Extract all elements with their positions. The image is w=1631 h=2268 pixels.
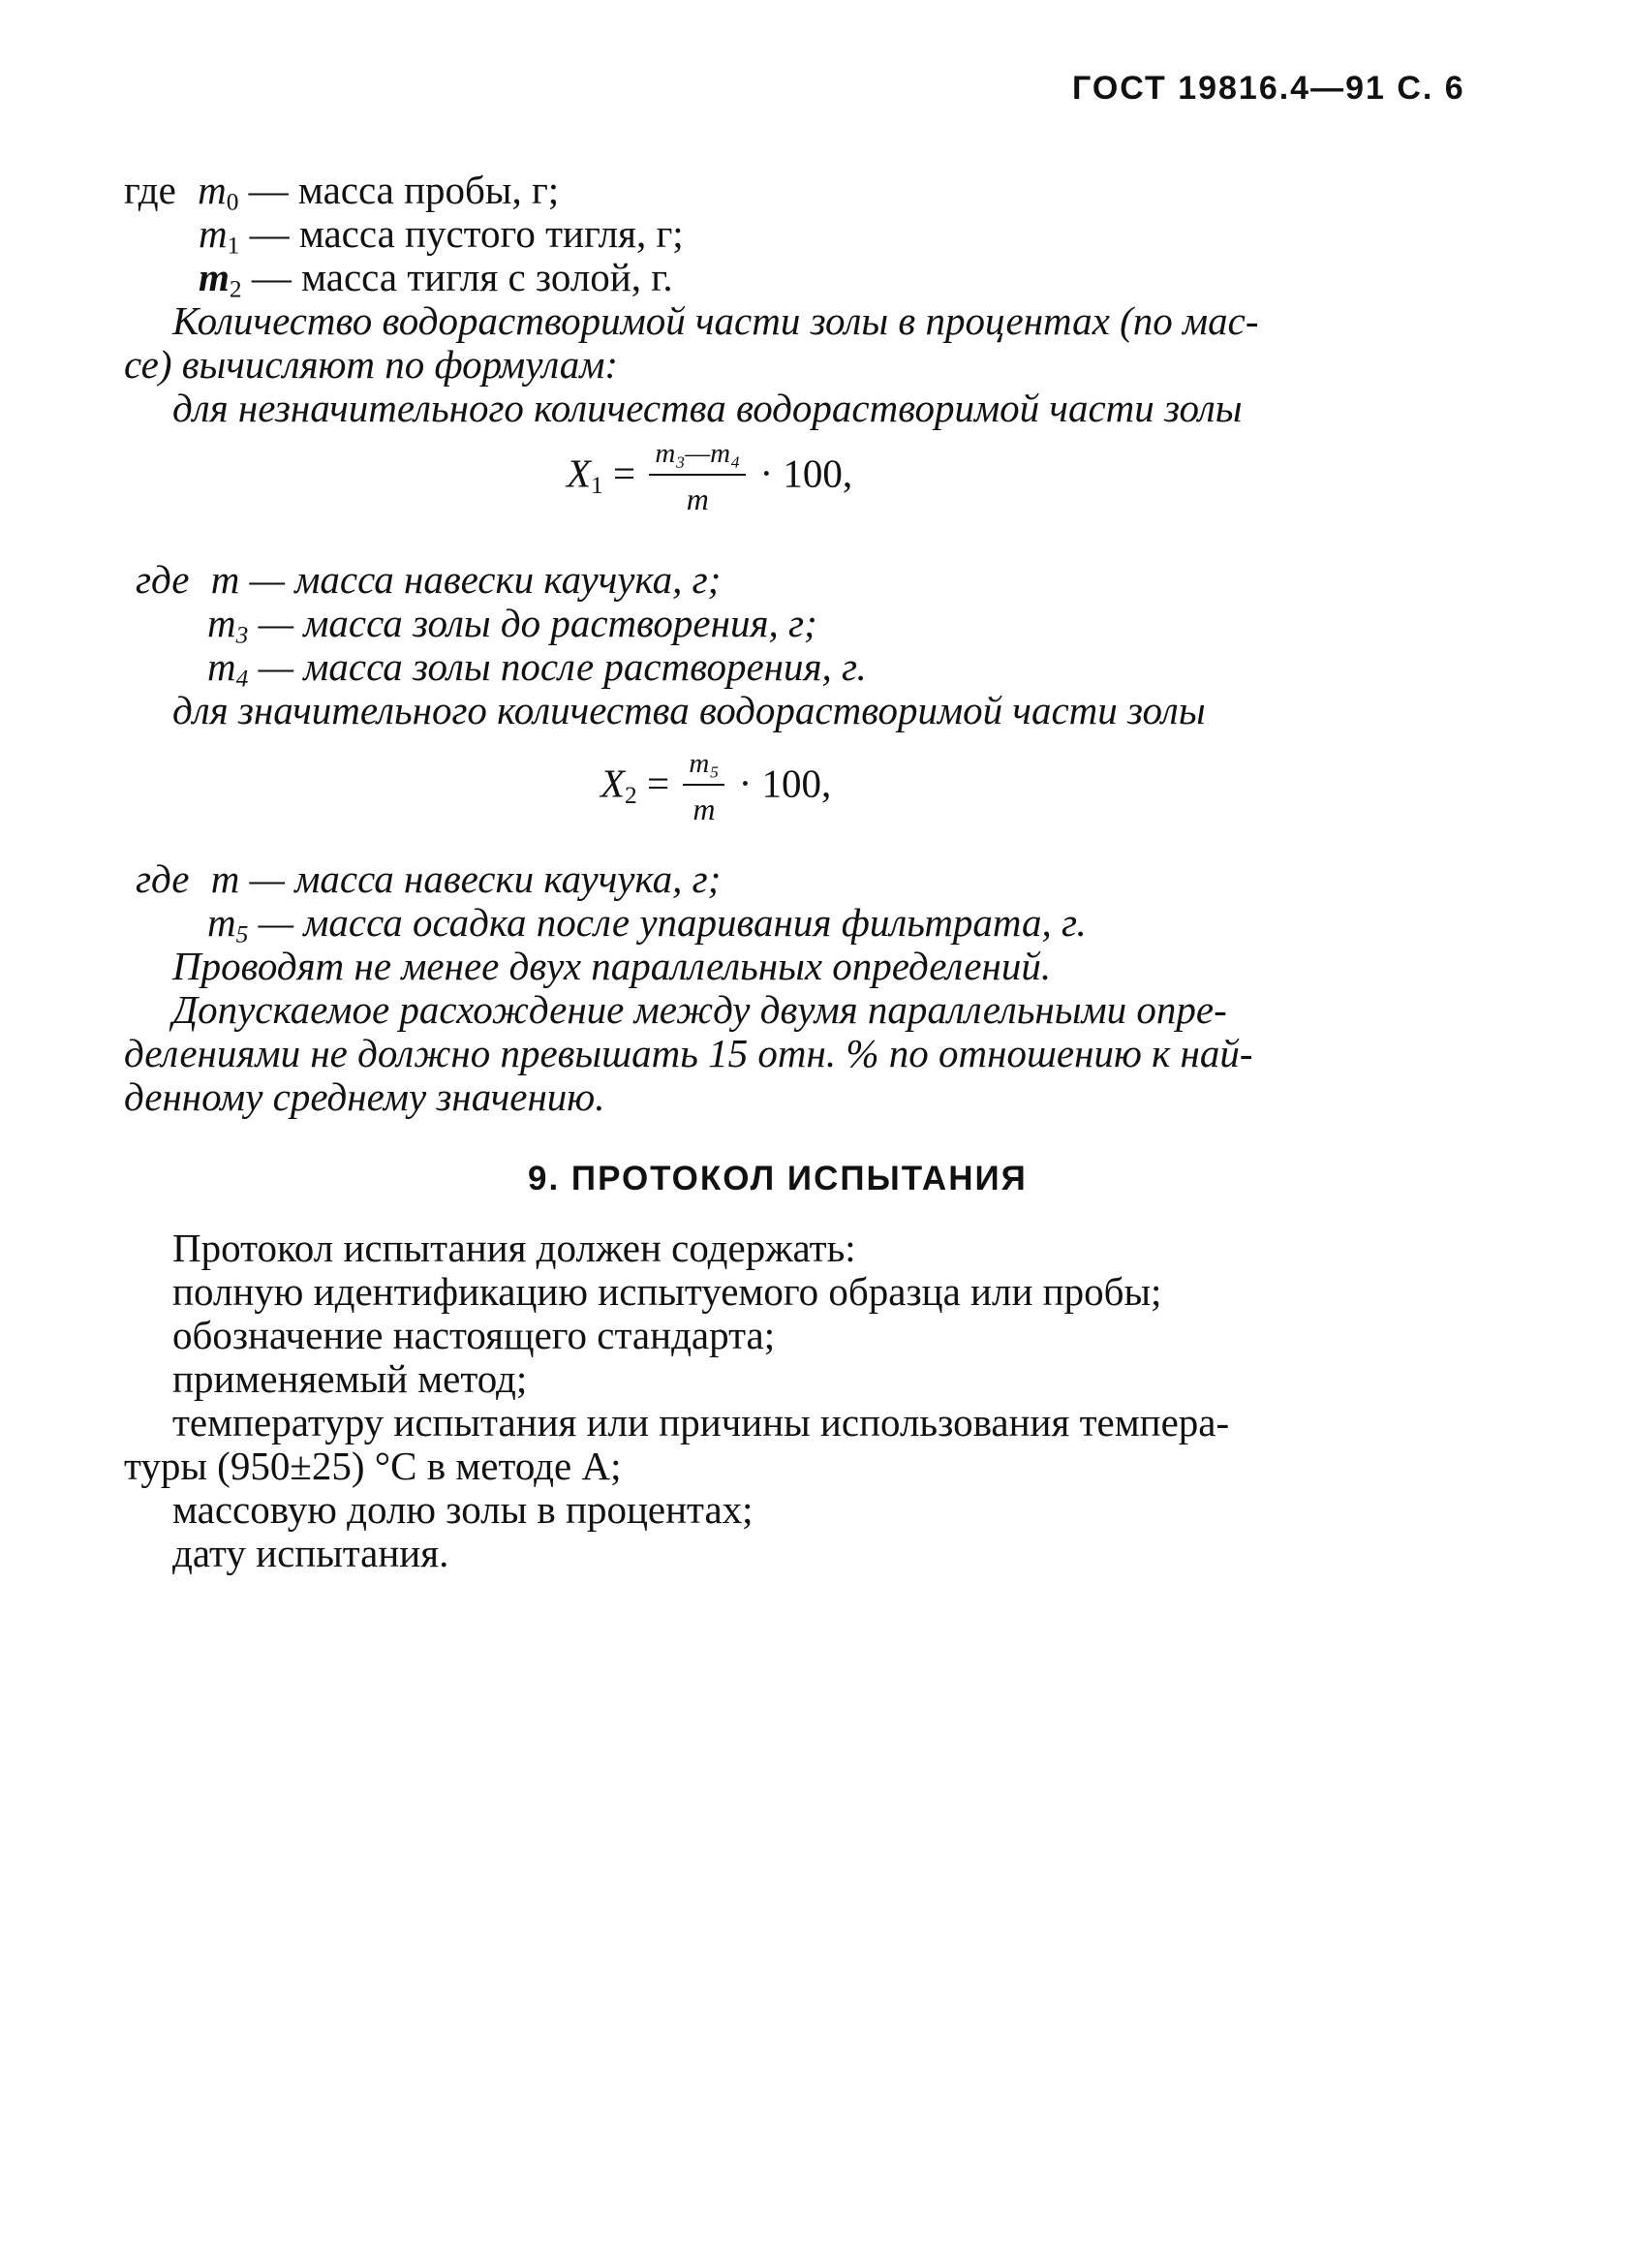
protocol-item: применяемый метод;	[172, 1356, 528, 1401]
formula-equals: =	[613, 450, 636, 496]
formula-equals: =	[647, 761, 670, 806]
formula-numerator: m₅	[683, 748, 724, 786]
section-title: 9. ПРОТОКОЛ ИСПЫТАНИЯ	[528, 1160, 1028, 1197]
formula-denominator: m	[686, 482, 709, 516]
formula-fraction	[683, 748, 724, 827]
definition-prefix: где	[136, 856, 190, 901]
formula-numerator: m₃—m₄	[649, 438, 746, 476]
page-header: ГОСТ 19816.4—91 С. 6	[1072, 70, 1465, 107]
definition-m0	[124, 168, 560, 216]
intro-2: для значительного количества водорастворимой части золы	[172, 688, 1206, 732]
formula-lhs-subscript: 1	[591, 471, 603, 499]
formula-lhs: X	[600, 761, 626, 806]
protocol-temp-line-2: туры (950±25) °С в методе А;	[124, 1444, 622, 1488]
paragraph-tolerance-line-1: Допускаемое расхождение между двумя параллельными опре-	[172, 987, 1227, 1032]
formula-lhs-subscript: 2	[625, 781, 637, 809]
definition-prefix: где	[136, 557, 190, 602]
formula-denominator: m	[692, 792, 716, 826]
definition-text: — масса осадка после упаривания фильтрата, г.	[258, 900, 1087, 945]
paragraph-parallel: Проводят не менее двух параллельных определений.	[172, 944, 1052, 988]
definition-text: — масса навески каучука, г;	[249, 557, 722, 602]
symbol-subscript: 2	[229, 275, 242, 303]
definition-text: — масса навески каучука, г;	[249, 856, 722, 901]
intro-line-3: для незначительного количества водорастворимой части золы	[172, 386, 1243, 430]
protocol-lead: Протокол испытания должен содержать:	[172, 1226, 856, 1270]
protocol-item: массовую долю золы в процентах;	[172, 1487, 754, 1532]
symbol: m	[207, 900, 236, 945]
formula-tail: · 100,	[738, 761, 832, 806]
paragraph-tolerance-line-3: денному среднему значению.	[124, 1074, 605, 1119]
protocol-item: обозначение настоящего стандарта;	[172, 1313, 776, 1357]
definition-text: — масса пустого тигля, г;	[249, 211, 684, 256]
symbol: m	[199, 211, 228, 256]
definition-m2	[199, 255, 673, 303]
definition-prefix: где	[124, 168, 176, 212]
definition-text: — масса пробы, г;	[248, 168, 560, 212]
protocol-temp-line-1: температуру испытания или причины использования темпера-	[172, 1400, 1230, 1445]
formula-fraction	[649, 438, 746, 517]
symbol-subscript: 1	[227, 232, 240, 260]
symbol-subscript: 4	[235, 665, 249, 693]
formula-tail: · 100,	[759, 450, 853, 496]
symbol: m	[207, 601, 236, 645]
symbol: m	[210, 557, 240, 602]
formula-lhs: X	[567, 450, 592, 496]
protocol-item: дату испытания.	[172, 1531, 449, 1575]
symbol-subscript: 0	[226, 188, 239, 216]
definition-text: — масса тигля с золой, г.	[251, 255, 673, 299]
definition-text: — масса золы после растворения, г.	[258, 644, 867, 689]
definition-m-2	[136, 856, 722, 901]
paragraph-tolerance-line-2: делениями не должно превышать 15 отн. % по отношению к най-	[124, 1031, 1253, 1075]
definition-m4	[207, 644, 867, 693]
symbol: m	[199, 255, 230, 299]
symbol-subscript: 5	[235, 920, 249, 948]
definition-m3	[207, 601, 817, 649]
symbol: m	[198, 168, 227, 212]
intro-line-1: Количество водорастворимой части золы в процентах (по мас-	[172, 298, 1259, 343]
definition-text: — масса золы до растворения, г;	[258, 601, 817, 645]
definition-m1	[199, 211, 684, 260]
formula-x1	[567, 438, 852, 517]
definition-m	[136, 557, 722, 602]
symbol: m	[210, 856, 240, 901]
protocol-item: полную идентификацию испытуемого образца или пробы;	[172, 1269, 1162, 1314]
definition-m5	[207, 900, 1087, 948]
symbol-subscript: 3	[235, 621, 249, 649]
intro-line-2: се) вычисляют по формулам:	[124, 342, 619, 387]
symbol: m	[207, 644, 236, 689]
formula-x2	[600, 748, 831, 827]
